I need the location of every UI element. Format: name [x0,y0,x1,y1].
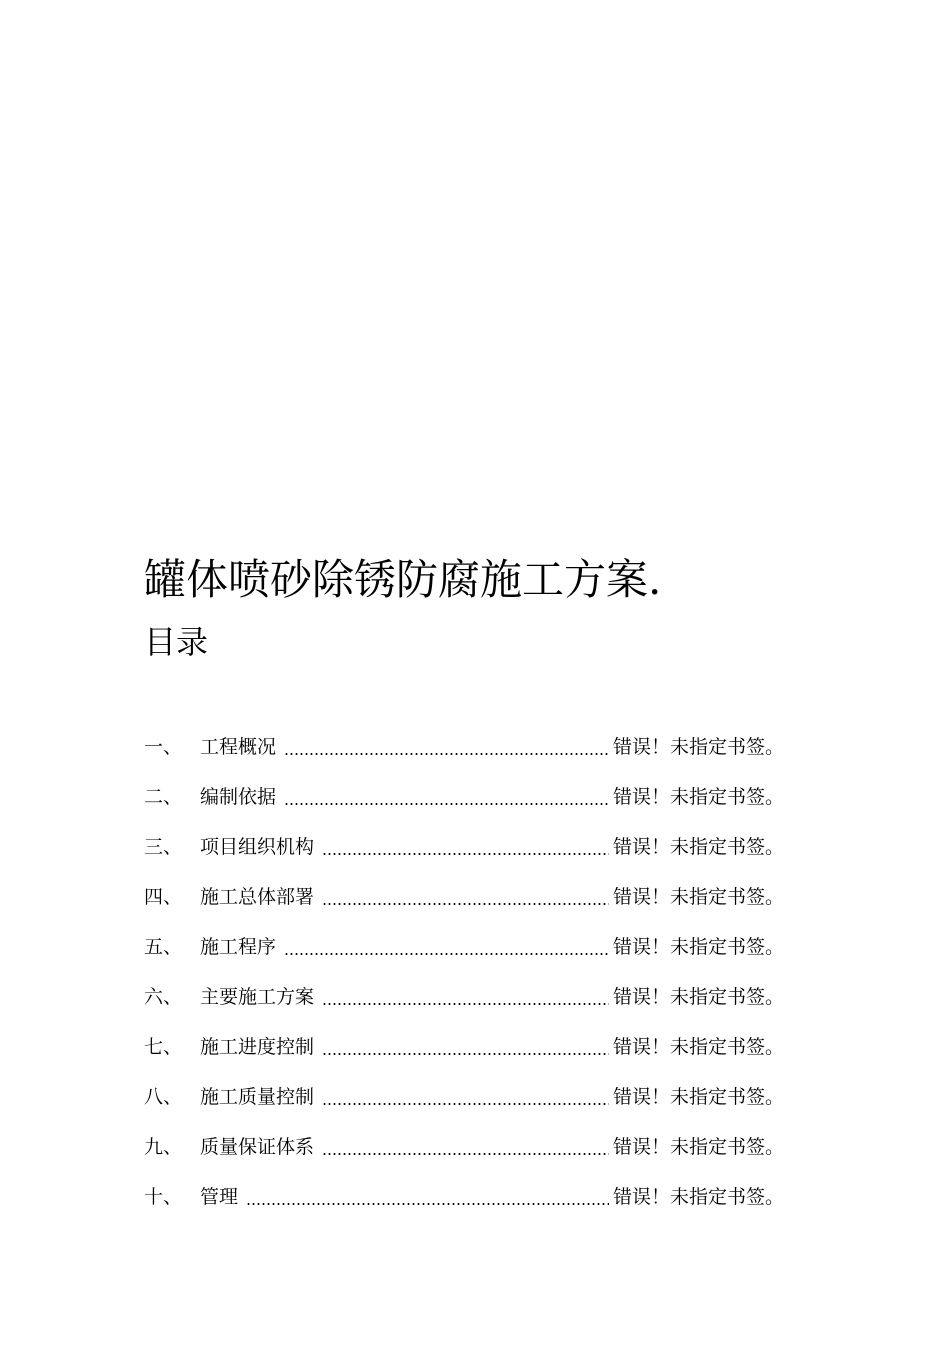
toc-entry[interactable] [144,1022,784,1072]
toc-entry[interactable] [144,1172,784,1222]
toc-entry-title: 施工总体部署 [200,886,315,908]
toc-entry-number: 四、 [144,886,183,908]
toc-entry[interactable] [144,1122,784,1172]
toc-entry-title: 施工质量控制 [200,1086,315,1108]
toc-entry-page-ref: 错误！未指定书签。 [612,936,784,958]
toc-entry-title: 项目组织机构 [200,836,315,858]
toc-entry-number: 三、 [144,836,183,858]
table-of-contents [144,722,784,1222]
toc-entry[interactable] [144,722,784,772]
toc-entry-page-ref: 错误！未指定书签。 [612,1086,784,1108]
toc-entry-page-ref: 错误！未指定书签。 [612,986,784,1008]
toc-entry-number: 二、 [144,786,183,808]
toc-entry-title: 管理 [200,1186,239,1208]
toc-entry-title: 工程概况 [200,736,277,758]
toc-entry[interactable] [144,972,784,1022]
toc-entry[interactable] [144,1072,784,1122]
toc-dot-leader [322,853,609,855]
toc-entry-number: 五、 [144,936,183,958]
toc-entry[interactable] [144,872,784,922]
toc-entry-page-ref: 错误！未指定书签。 [612,886,784,908]
document-title: 罐体喷砂除锈防腐施工方案. [144,555,662,604]
toc-entry-title: 编制依据 [200,786,277,808]
toc-entry-page-ref: 错误！未指定书签。 [612,836,784,858]
toc-dot-leader [322,1003,609,1005]
toc-dot-leader [284,753,609,755]
toc-entry-page-ref: 错误！未指定书签。 [612,736,784,758]
toc-entry[interactable] [144,922,784,972]
toc-entry-number: 一、 [144,736,183,758]
toc-dot-leader [284,953,609,955]
toc-heading: 目录 [144,623,209,661]
toc-dot-leader [284,803,609,805]
toc-entry-page-ref: 错误！未指定书签。 [612,1036,784,1058]
toc-dot-leader [322,1053,609,1055]
toc-entry-page-ref: 错误！未指定书签。 [612,1136,784,1158]
toc-entry-page-ref: 错误！未指定书签。 [612,786,784,808]
toc-entry-title: 质量保证体系 [200,1136,315,1158]
toc-entry-number: 十、 [144,1186,183,1208]
toc-entry-title: 施工程序 [200,936,277,958]
toc-entry-title: 主要施工方案 [200,986,315,1008]
toc-entry-title: 施工进度控制 [200,1036,315,1058]
toc-entry[interactable] [144,772,784,822]
toc-entry-number: 六、 [144,986,183,1008]
toc-dot-leader [322,1153,609,1155]
toc-entry-number: 九、 [144,1136,183,1158]
toc-entry-number: 八、 [144,1086,183,1108]
toc-dot-leader [322,903,609,905]
toc-entry-page-ref: 错误！未指定书签。 [612,1186,784,1208]
toc-dot-leader [246,1203,609,1205]
toc-entry-number: 七、 [144,1036,183,1058]
toc-dot-leader [322,1103,609,1105]
toc-entry[interactable] [144,822,784,872]
